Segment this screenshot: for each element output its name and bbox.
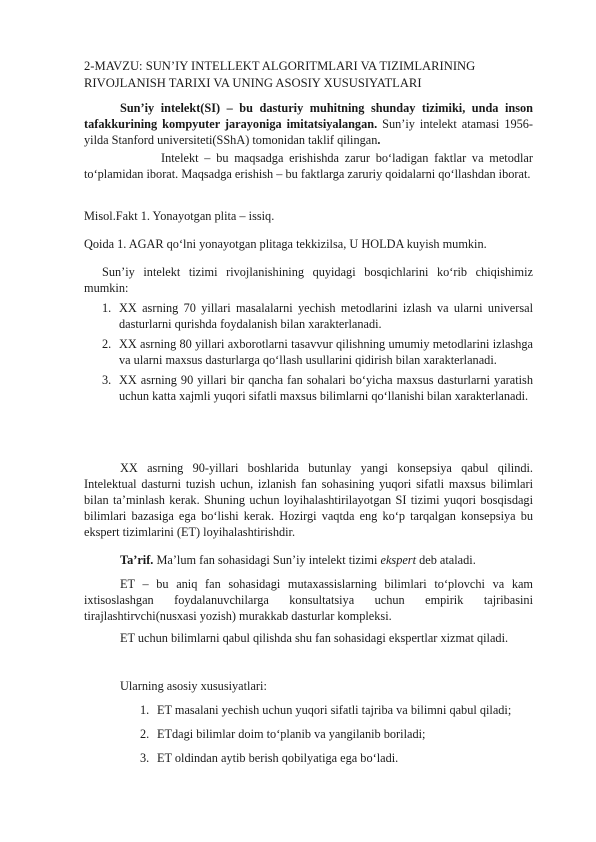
si-definition-end: . (377, 133, 381, 147)
list-item: 1. ET masalani yechish uchun yuqori sifatli tajriba va bilimni qabul qiladi; (140, 703, 512, 717)
si-definition-rest: Sun’iy intelekt atamasi 1956-yilda Stanford universiteti(SShA) tomonidan taklif qilingan (84, 117, 534, 147)
paragraph-et-description: ET – bu aniq fan sohasidagi mutaxassislarning bilimlari to‘plovchi va kam ixtisoslashgan foydalanuvchilarga konsultatsiya uchun empirik tajribasini tirajlashtirvchi(nusxasi yozish) murakkab dasturlar kompleksi. (84, 577, 533, 623)
paragraph-features-intro: Ularning asosiy xususiyatlari: (120, 679, 267, 693)
page-title (84, 58, 533, 92)
list-item: 3. ET oldindan aytib berish qobilyatiga ega bo‘ladi. (140, 751, 399, 765)
features-list (140, 702, 560, 774)
title-line-1: 2-MAVZU: SUN’IY INTELLEKT ALGORITMLARI VA TIZIMLARINING (84, 59, 476, 73)
list-item: 1. XX asrning 70 yillari masalalarni yechish metodlarini izlash va ularni universal dasturlarni qurishda foydalanish bilan xarakterlanadi. (102, 301, 533, 331)
list-item: 2. ETdagi bilimlar doim to‘planib va yangilanib boriladi; (140, 727, 426, 741)
expert-term: ekspert (380, 553, 417, 567)
paragraph-stages-intro: Sun’iy intelekt tizimi rivojlanishining quyidagi bosqichlarini ko‘rib chiqishimiz mumkin: (84, 265, 533, 295)
paragraph-si-definition (84, 100, 533, 148)
paragraph-rule: Qoida 1. AGAR qo‘lni yonayotgan plitaga tekkizilsa, U HOLDA kuyish mumkin. (84, 237, 487, 251)
title-line-2: RIVOJLANISH TARIXI VA UNING ASOSIY XUSUSIYATLARI (84, 76, 422, 90)
paragraph-definition: Ta’rif. Ma’lum fan sohasidagi Sun’iy intelekt tizimi ekspert deb ataladi. (120, 553, 476, 567)
si-definition-bold: Sun’iy intelekt(SI) – bu dasturiy muhitning shunday tizimiki, unda inson tafakkurining kompyuter jarayoniga imitatsiyalangan. (84, 101, 533, 131)
paragraph-intelekt: Intelekt – bu maqsadga erishishda zarur bo‘ladigan faktlar va metodlar to‘plamidan iborat. Maqsadga erishish – bu faktlarga zaruriy qoidalarni qo‘llashdan iborat. (84, 151, 533, 181)
list-item: 3. XX asrning 90 yillari bir qancha fan sohalari bo‘yicha maxsus dasturlarni yaratish uchun katta xajmli yuqori sifatli maxsus bilimlarni qo‘llanishi bilan xarakterlanadi. (102, 373, 533, 403)
stages-list (84, 300, 533, 408)
paragraph-experts: ET uchun bilimlarni qabul qilishda shu fan sohasidagi ekspertlar xizmat qiladi. (120, 631, 509, 645)
paragraph-example-fact: Misol.Fakt 1. Yonayotgan plita – issiq. (84, 209, 275, 223)
paragraph-new-concept: XX asrning 90-yillari boshlarida butunlay yangi konsepsiya qabul qilindi. Intelektual dasturni tuzish uchun, izlanish fan sohasining yuqori sifatli maxsus bilimlari bilan ta’minlash kerak. Shuning uchun loyihalashtirilayotgan SI tizimi yuqori bosqisdagi bilimlari bazasiga ega bo‘lishi kerak. Hozirgi vaqtda eng ko‘p tarqalgan konsepsiya bu ekspert tizimlarini (ET) loyihalashtirishdir. (84, 461, 533, 539)
list-item: 2. XX asrning 80 yillari axborotlarni tasavvur qilishning umumiy metodlarini izlashga va ularni maxsus dasturlarga qo‘llash usullarini qidirish bilan xarakterlanadi. (102, 337, 533, 367)
